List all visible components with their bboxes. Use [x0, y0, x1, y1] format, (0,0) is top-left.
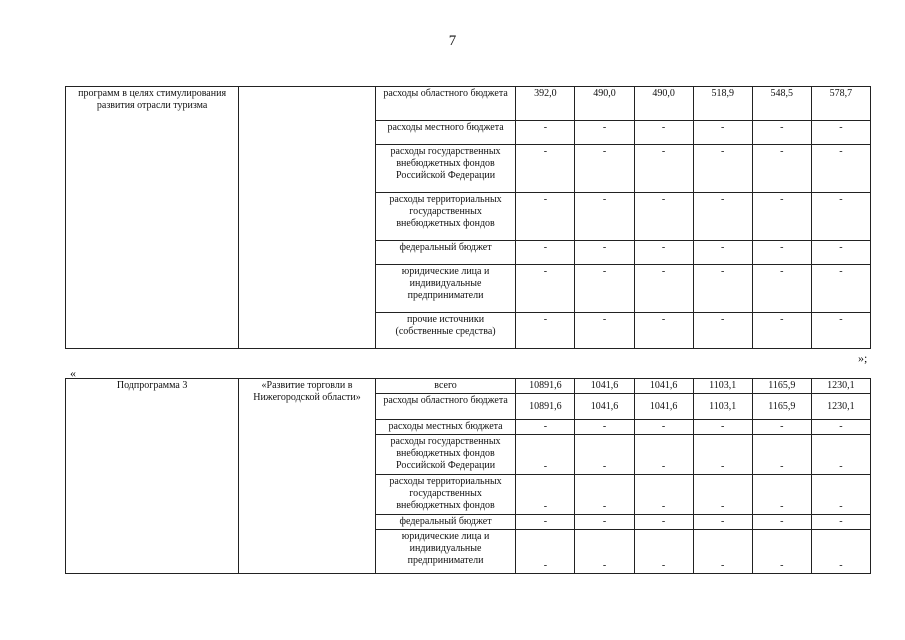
- funding-source-cell: расходы территориальных государственных внебюджетных фондов: [375, 475, 516, 515]
- value-cell: -: [811, 515, 870, 530]
- value-cell: -: [811, 145, 870, 193]
- program-name-cell: программ в целях стимулирования развития отрасли туризма: [66, 87, 239, 349]
- value-cell: -: [516, 313, 575, 349]
- value-cell: -: [811, 121, 870, 145]
- value-cell: 490,0: [575, 87, 634, 121]
- value-cell: -: [693, 121, 752, 145]
- value-cell: -: [575, 530, 634, 574]
- funding-source-cell: расходы местных бюджета: [375, 420, 516, 435]
- funding-source-cell: юридические лица и индивидуальные предприниматели: [375, 265, 516, 313]
- page-number: 7: [448, 33, 457, 49]
- value-cell: -: [693, 530, 752, 574]
- subprogram-label-cell: Подпрограмма 3: [66, 379, 239, 574]
- value-cell: -: [575, 241, 634, 265]
- value-cell: -: [575, 193, 634, 241]
- funding-source-cell: расходы государственных внебюджетных фондов Российской Федерации: [375, 145, 516, 193]
- value-cell: 392,0: [516, 87, 575, 121]
- value-cell: -: [752, 530, 811, 574]
- value-cell: -: [575, 265, 634, 313]
- value-cell: -: [752, 121, 811, 145]
- value-cell: -: [811, 475, 870, 515]
- value-cell: -: [634, 121, 693, 145]
- value-cell: -: [634, 420, 693, 435]
- value-cell: 1103,1: [693, 379, 752, 394]
- value-cell: 1165,9: [752, 394, 811, 420]
- value-cell: -: [634, 241, 693, 265]
- value-cell: 1041,6: [575, 379, 634, 394]
- budget-table-tourism: [65, 86, 871, 349]
- value-cell: -: [575, 313, 634, 349]
- value-cell: -: [634, 313, 693, 349]
- value-cell: -: [693, 420, 752, 435]
- value-cell: -: [516, 241, 575, 265]
- value-cell: -: [516, 145, 575, 193]
- value-cell: -: [752, 420, 811, 435]
- value-cell: -: [752, 265, 811, 313]
- funding-source-cell: прочие источники (собственные средства): [375, 313, 516, 349]
- value-cell: -: [693, 265, 752, 313]
- value-cell: -: [516, 475, 575, 515]
- value-cell: -: [752, 435, 811, 475]
- value-cell: -: [693, 475, 752, 515]
- value-cell: -: [752, 241, 811, 265]
- value-cell: -: [516, 530, 575, 574]
- value-cell: 578,7: [811, 87, 870, 121]
- value-cell: -: [752, 193, 811, 241]
- value-cell: -: [752, 475, 811, 515]
- value-cell: -: [575, 435, 634, 475]
- value-cell: 1230,1: [811, 379, 870, 394]
- value-cell: -: [634, 435, 693, 475]
- funding-source-cell: расходы областного бюджета: [375, 394, 516, 420]
- funding-source-cell: всего: [375, 379, 516, 394]
- value-cell: -: [516, 193, 575, 241]
- value-cell: -: [752, 313, 811, 349]
- value-cell: -: [634, 265, 693, 313]
- funding-source-cell: расходы местного бюджета: [375, 121, 516, 145]
- value-cell: -: [516, 435, 575, 475]
- value-cell: 1041,6: [575, 394, 634, 420]
- value-cell: 490,0: [634, 87, 693, 121]
- value-cell: -: [516, 515, 575, 530]
- value-cell: -: [575, 420, 634, 435]
- value-cell: 1041,6: [634, 394, 693, 420]
- funding-source-cell: расходы областного бюджета: [375, 87, 516, 121]
- value-cell: 10891,6: [516, 394, 575, 420]
- value-cell: -: [634, 193, 693, 241]
- value-cell: 10891,6: [516, 379, 575, 394]
- funding-source-cell: расходы государственных внебюджетных фондов Российской Федерации: [375, 435, 516, 475]
- value-cell: -: [575, 145, 634, 193]
- value-cell: -: [575, 475, 634, 515]
- value-cell: -: [516, 420, 575, 435]
- budget-table-subprogram-3: [65, 378, 871, 574]
- value-cell: -: [811, 420, 870, 435]
- value-cell: -: [693, 313, 752, 349]
- subprogram-name-cell: «Развитие торговли в Нижегородской области»: [239, 379, 376, 574]
- value-cell: -: [752, 145, 811, 193]
- value-cell: 548,5: [752, 87, 811, 121]
- value-cell: -: [575, 121, 634, 145]
- value-cell: -: [693, 241, 752, 265]
- value-cell: 1041,6: [634, 379, 693, 394]
- value-cell: -: [516, 265, 575, 313]
- value-cell: 1230,1: [811, 394, 870, 420]
- value-cell: -: [693, 193, 752, 241]
- value-cell: -: [575, 515, 634, 530]
- funding-source-cell: федеральный бюджет: [375, 515, 516, 530]
- value-cell: 1103,1: [693, 394, 752, 420]
- value-cell: -: [634, 530, 693, 574]
- value-cell: -: [752, 515, 811, 530]
- value-cell: -: [516, 121, 575, 145]
- table-row: [66, 87, 871, 121]
- funding-source-cell: расходы территориальных государственных внебюджетных фондов: [375, 193, 516, 241]
- funding-source-cell: юридические лица и индивидуальные предприниматели: [375, 530, 516, 574]
- value-cell: -: [693, 435, 752, 475]
- funding-source-cell: федеральный бюджет: [375, 241, 516, 265]
- value-cell: 518,9: [693, 87, 752, 121]
- value-cell: -: [811, 435, 870, 475]
- empty-cell: [239, 87, 376, 349]
- value-cell: -: [811, 313, 870, 349]
- value-cell: -: [811, 193, 870, 241]
- value-cell: -: [634, 515, 693, 530]
- value-cell: -: [693, 145, 752, 193]
- value-cell: -: [811, 265, 870, 313]
- value-cell: -: [811, 530, 870, 574]
- opening-quote: «: [70, 366, 76, 380]
- value-cell: -: [634, 145, 693, 193]
- value-cell: -: [811, 241, 870, 265]
- table-row: [66, 379, 871, 394]
- value-cell: 1165,9: [752, 379, 811, 394]
- closing-quote: »;: [858, 351, 868, 365]
- value-cell: -: [693, 515, 752, 530]
- value-cell: -: [634, 475, 693, 515]
